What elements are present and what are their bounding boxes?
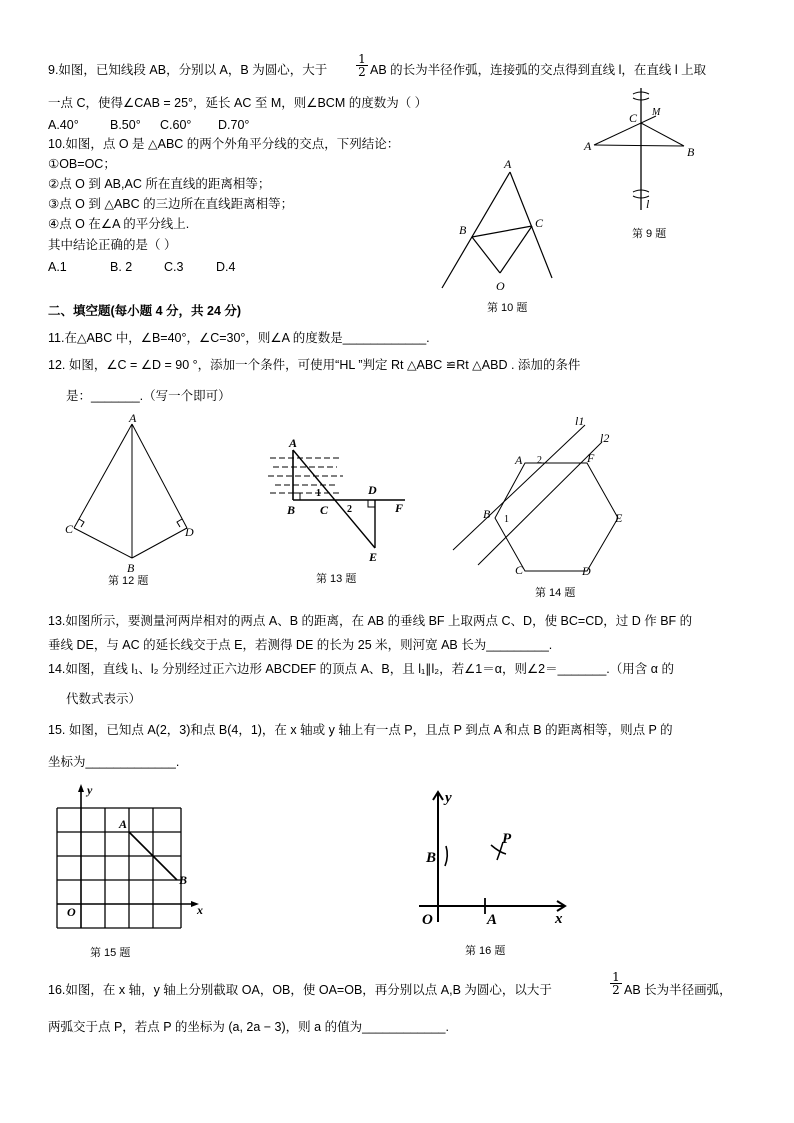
q13-label-f: F bbox=[395, 501, 404, 515]
q9-line2: 一点 C，使得∠CAB = 25°，延长 AC 至 M，则∠BCM 的度数为（ ） bbox=[48, 96, 428, 110]
q16-frac-den: 2 bbox=[612, 983, 620, 997]
q10-label-c: C bbox=[535, 216, 544, 230]
q16-label-o: O bbox=[422, 912, 433, 928]
q14-caption: 第 14 题 bbox=[535, 587, 576, 599]
q10-caption: 第 10 题 bbox=[487, 302, 528, 314]
q9-fraction bbox=[356, 53, 368, 78]
q9-option-b: B.50° bbox=[110, 118, 141, 132]
q16-frac-num: 1 bbox=[610, 971, 622, 984]
q15-line2: 坐标为_____________. bbox=[48, 755, 180, 769]
q10-item-2: ②点 O 到 AB,AC 所在直线的距离相等； bbox=[48, 177, 271, 191]
q10-option-d: D.4 bbox=[216, 260, 236, 274]
q15-label-x: x bbox=[197, 903, 203, 917]
section-2-title: 二、填空题(每小题 4 分，共 24 分) bbox=[48, 304, 242, 318]
q14-label-2: 2 bbox=[537, 455, 542, 466]
q16-fraction bbox=[610, 971, 622, 996]
q9-label-b: B bbox=[687, 145, 695, 159]
q15-line1: 15. 如图，已知点 A(2，3)和点 B(4，1)，在 x 轴或 y 轴上有一点 P，且点 P 到点 A 和点 B 的距离相等，则点 P 的 bbox=[48, 723, 673, 737]
q16-line1-a: 16.如图，在 x 轴，y 轴上分别截取 OA，OB，使 OA=OB，再分别以点 A,B 为圆心，以大于 bbox=[48, 983, 552, 997]
q13-line2: 垂线 DE，与 AC 的延长线交于点 E，若测得 DE 的长为 25 米，则河宽 AB 长为_________. bbox=[48, 638, 553, 652]
q10-label-o: O bbox=[496, 279, 505, 293]
q10-figure bbox=[430, 150, 580, 320]
q14-label-a: A bbox=[515, 453, 523, 467]
q10-stem: 10.如图，点 O 是 △ABC 的两个外角平分线的交点，下列结论： bbox=[48, 137, 400, 151]
q9-figure bbox=[580, 80, 710, 250]
q10-option-a: A.1 bbox=[48, 260, 67, 274]
q9-option-d: D.70° bbox=[218, 118, 250, 132]
q16-caption: 第 16 题 bbox=[465, 945, 506, 957]
q9-label-l: l bbox=[646, 197, 650, 211]
q16-label-p: P bbox=[502, 831, 512, 847]
q10-item-4: ④点 O 在∠A 的平分线上. bbox=[48, 217, 190, 231]
q13-label-2: 2 bbox=[347, 504, 352, 515]
q14-label-l2: l2 bbox=[600, 431, 610, 445]
q13-label-e: E bbox=[369, 550, 378, 564]
q14-figure bbox=[445, 415, 645, 605]
q14-label-c: C bbox=[515, 563, 524, 577]
q13-label-a: A bbox=[289, 436, 298, 450]
q10-label-b: B bbox=[459, 223, 467, 237]
q9-label-c: C bbox=[629, 111, 638, 125]
q14-line2: 代数式表示） bbox=[66, 692, 142, 706]
q15-caption: 第 15 题 bbox=[90, 947, 131, 959]
q9-label-a: A bbox=[584, 139, 592, 153]
q16-label-y: y bbox=[445, 790, 452, 806]
q14-label-f: F bbox=[587, 451, 595, 465]
q15-label-b: B bbox=[179, 873, 188, 887]
q15-figure bbox=[45, 780, 215, 965]
q16-label-x: x bbox=[555, 911, 563, 927]
q12-line1: 12. 如图，∠C = ∠D = 90 °，添加一个条件，可使用“HL ”判定 Rt △ABC ≌Rt △ABD . 添加的条件 bbox=[48, 358, 581, 372]
q13-caption: 第 13 题 bbox=[316, 573, 357, 585]
q13-label-b: B bbox=[287, 503, 296, 517]
q12-label-c: C bbox=[65, 522, 74, 536]
q12-label-d: D bbox=[185, 525, 194, 539]
q15-label-y: y bbox=[87, 783, 93, 797]
q10-label-a: A bbox=[504, 157, 512, 171]
q10-option-c: C.3 bbox=[164, 260, 184, 274]
q12-caption: 第 12 题 bbox=[108, 575, 149, 587]
q15-label-o: O bbox=[67, 905, 76, 919]
q10-item-1: ①OB=OC； bbox=[48, 157, 116, 171]
q9-line1-a: 9.如图，已知线段 AB，分别以 A，B 为圆心，大于 bbox=[48, 63, 328, 77]
q12-label-b: B bbox=[127, 561, 135, 575]
q16-label-b: B bbox=[426, 850, 437, 866]
q14-label-d: D bbox=[582, 564, 591, 578]
q13-figure bbox=[265, 430, 415, 590]
q9-option-a: A.40° bbox=[48, 118, 79, 132]
q14-label-e: E bbox=[615, 511, 623, 525]
q9-frac-num: 1 bbox=[356, 53, 368, 66]
q16-figure bbox=[405, 782, 585, 962]
q16-label-a: A bbox=[487, 912, 498, 928]
q9-line1-b: AB 的长为半径作弧，连接弧的交点得到直线 l，在直线 l 上取 bbox=[370, 63, 707, 77]
q10-ask: 其中结论正确的是（ ） bbox=[48, 238, 177, 252]
q15-label-a: A bbox=[119, 817, 128, 831]
q12-label-a: A bbox=[129, 411, 137, 425]
q10-option-b: B. 2 bbox=[110, 260, 133, 274]
q9-option-c: C.60° bbox=[160, 118, 192, 132]
q10-item-3: ③点 O 到 △ABC 的三边所在直线距离相等； bbox=[48, 197, 294, 211]
q13-label-c: C bbox=[320, 503, 329, 517]
q16-line1-b: AB 长为半径画弧， bbox=[624, 983, 732, 997]
q13-label-d: D bbox=[368, 483, 377, 497]
q13-line1: 13.如图所示，要测量河两岸相对的两点 A、B 的距离，在 AB 的垂线 BF 上取两点 C、D，使 BC=CD，过 D 作 BF 的 bbox=[48, 614, 693, 628]
q14-line1: 14.如图，直线 l₁、l₂ 分别经过正六边形 ABCDEF 的顶点 A、B，且 l₁∥l₂，若∠1＝α，则∠2＝_______.（用含 α 的 bbox=[48, 662, 674, 676]
q14-label-l1: l1 bbox=[575, 414, 585, 428]
q12-line2: 是：_______.（写一个即可） bbox=[66, 389, 231, 403]
q9-frac-den: 2 bbox=[358, 65, 366, 79]
q9-label-m: M bbox=[652, 107, 661, 118]
q11-text: 11.在△ABC 中，∠B=40°，∠C=30°，则∠A 的度数是____________. bbox=[48, 331, 430, 345]
q9-caption: 第 9 题 bbox=[632, 228, 667, 240]
q16-line2: 两弧交于点 P，若点 P 的坐标为 (a, 2a − 3)，则 a 的值为____________. bbox=[48, 1020, 449, 1034]
q14-label-b: B bbox=[483, 507, 491, 521]
q14-label-1: 1 bbox=[504, 514, 509, 525]
q13-label-1: 1 bbox=[316, 488, 321, 499]
q12-figure bbox=[60, 410, 210, 590]
